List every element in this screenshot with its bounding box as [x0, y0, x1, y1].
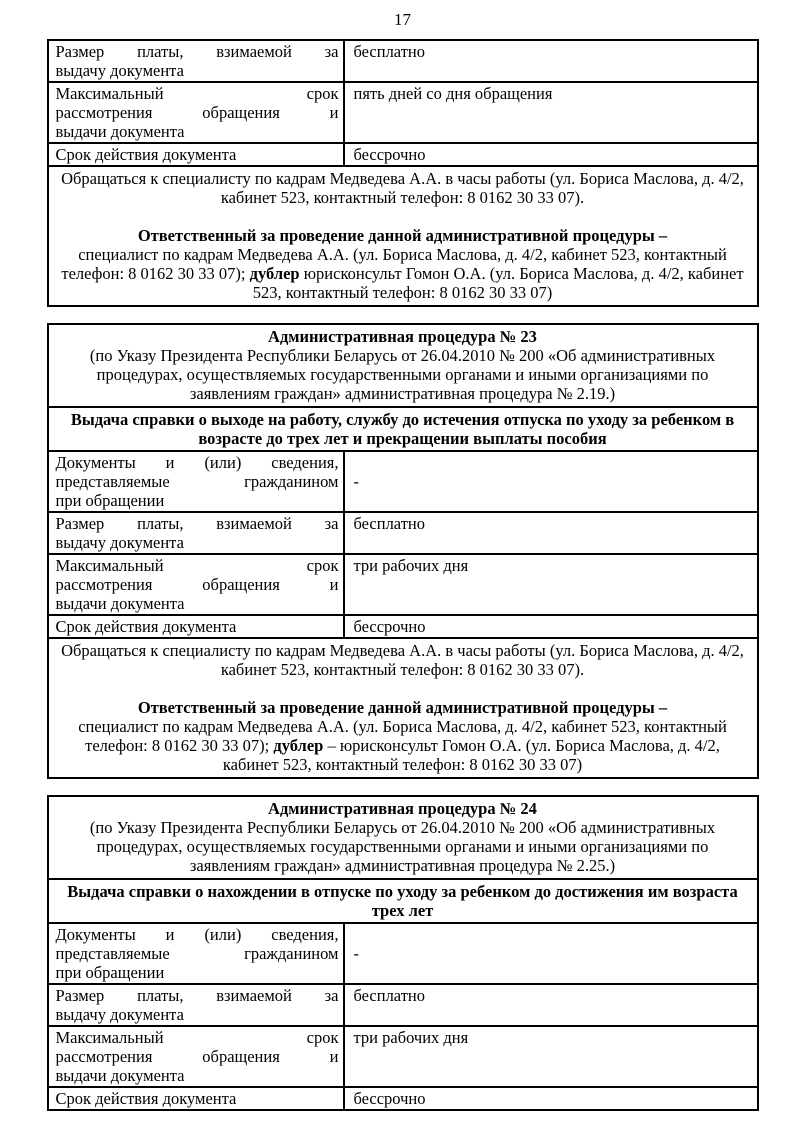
procedure-name: Выдача справки о нахождении в отпуске по уходу за ребенком до достижения им возраста трех лет	[48, 879, 758, 923]
table-row	[48, 82, 758, 143]
row-value: бесплатно	[344, 984, 758, 1026]
responsible-note	[57, 226, 749, 302]
table-title: Административная процедура № 24	[268, 799, 537, 818]
table-row	[48, 984, 758, 1026]
row-value: пять дней со дня обращения	[344, 82, 758, 143]
row-value: бесплатно	[344, 40, 758, 82]
dubler-label: дублер	[273, 736, 324, 755]
row-label: Размер платы, взимаемой за выдачу документа	[48, 512, 344, 554]
dubler-body: юрисконсульт Гомон О.А. (ул. Бориса Маслова, д. 4/2, кабинет 523, контактный телефон: 8 0162 30 33 07)	[252, 264, 744, 302]
procedure-name-row	[48, 407, 758, 451]
procedure-table-24	[47, 795, 759, 1111]
row-label: Срок действия документа	[48, 143, 344, 166]
table-subtitle: (по Указу Президента Республики Беларусь от 26.04.2010 № 200 «Об административных процедурах, осуществляемых государственными органами и иными организациями по заявлениям граждан» административная процедура № 2.19.)	[89, 346, 716, 403]
responsible-lead: Ответственный за проведение данной административной процедуры –	[137, 226, 668, 245]
responsible-note	[57, 698, 749, 774]
table-row	[48, 1087, 758, 1110]
row-value: -	[344, 923, 758, 984]
table-row-notes	[48, 638, 758, 778]
table-row	[48, 40, 758, 82]
table-subtitle: (по Указу Президента Республики Беларусь от 26.04.2010 № 200 «Об административных процедурах, осуществляемых государственными органами и иными организациями по заявлениям граждан» административная процедура № 2.25.)	[89, 818, 716, 875]
row-value: бессрочно	[344, 1087, 758, 1110]
contact-note: Обращаться к специалисту по кадрам Медведева А.А. в часы работы (ул. Бориса Маслова, д. 4/2, кабинет 523, контактный телефон: 8 0162 30 33 07).	[61, 169, 744, 207]
procedure-table-continued	[47, 39, 759, 307]
row-label: Размер платы, взимаемой за выдачу документа	[48, 984, 344, 1026]
contact-note: Обращаться к специалисту по кадрам Медведева А.А. в часы работы (ул. Бориса Маслова, д. 4/2, кабинет 523, контактный телефон: 8 0162 30 33 07).	[61, 641, 744, 679]
row-label: Размер платы, взимаемой за выдачу документа	[48, 40, 344, 82]
row-value: -	[344, 451, 758, 512]
table-header-row	[48, 796, 758, 879]
header-cell	[48, 796, 758, 879]
table-row	[48, 451, 758, 512]
row-value: три рабочих дня	[344, 554, 758, 615]
table-header-row	[48, 324, 758, 407]
row-value: бессрочно	[344, 143, 758, 166]
row-label: Документы и (или) сведения, представляемые гражданином при обращении	[48, 451, 344, 512]
row-label: Срок действия документа	[48, 1087, 344, 1110]
notes-cell	[48, 166, 758, 306]
procedure-table-23	[47, 323, 759, 779]
row-label: Максимальный срок рассмотрения обращения и выдачи документа	[48, 1026, 344, 1087]
procedure-name-row	[48, 879, 758, 923]
responsible-body: специалист по кадрам Медведева А.А. (ул. Бориса Маслова, д. 4/2, кабинет 523, контактный телефон: 8 0162 30 33 07);	[61, 245, 727, 283]
table-row-notes	[48, 166, 758, 306]
page-number: 17	[394, 10, 411, 29]
table-row	[48, 1026, 758, 1087]
dubler-body: – юрисконсульт Гомон О.А. (ул. Бориса Маслова, д. 4/2, кабинет 523, контактный телефон: 8 0162 30 33 07)	[222, 736, 720, 774]
table-row	[48, 615, 758, 638]
table-row	[48, 143, 758, 166]
dubler-label: дублер	[249, 264, 300, 283]
table-row	[48, 512, 758, 554]
procedure-name: Выдача справки о выходе на работу, службу до истечения отпуска по уходу за ребенком в возрасте до трех лет и прекращении выплаты пособия	[48, 407, 758, 451]
row-value: бессрочно	[344, 615, 758, 638]
responsible-lead: Ответственный за проведение данной административной процедуры –	[137, 698, 668, 717]
header-cell	[48, 324, 758, 407]
row-label: Максимальный срок рассмотрения обращения и выдачи документа	[48, 554, 344, 615]
table-row	[48, 923, 758, 984]
row-value: три рабочих дня	[344, 1026, 758, 1087]
responsible-body: специалист по кадрам Медведева А.А. (ул. Бориса Маслова, д. 4/2, кабинет 523, контактный телефон: 8 0162 30 33 07);	[78, 717, 727, 755]
table-row	[48, 554, 758, 615]
row-label: Документы и (или) сведения, представляемые гражданином при обращении	[48, 923, 344, 984]
table-title: Административная процедура № 23	[268, 327, 537, 346]
notes-cell	[48, 638, 758, 778]
row-label: Срок действия документа	[48, 615, 344, 638]
row-label: Максимальный срок рассмотрения обращения и выдачи документа	[48, 82, 344, 143]
row-value: бесплатно	[344, 512, 758, 554]
